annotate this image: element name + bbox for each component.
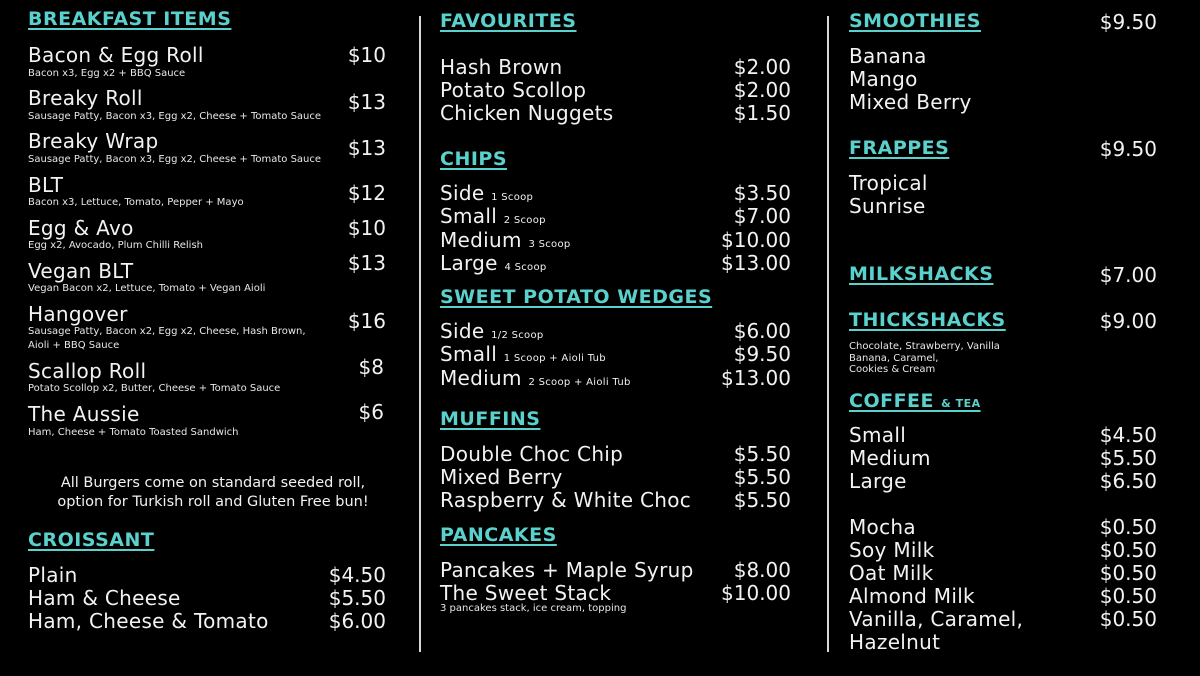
coffee-extra-name: Oat Milk (849, 561, 934, 585)
thickshacks-heading: THICKSHACKS (849, 309, 1006, 331)
smoothie-flavour: Mixed Berry (849, 90, 972, 114)
breakfast-item-name: Bacon & Egg Roll (28, 43, 204, 67)
coffee-extra-name: Mocha (849, 515, 916, 539)
chips-item (440, 228, 571, 252)
thickshacks-flavours: Banana, Caramel, (849, 353, 939, 364)
wedges-item-note: 2 Scoop + Aioli Tub (528, 377, 631, 388)
coffee-extra-price: $0.50 (1099, 561, 1157, 585)
breakfast-item-name: Vegan BLT (28, 259, 134, 283)
menu-column-1 (28, 0, 388, 676)
breakfast-item-desc: Ham, Cheese + Tomato Toasted Sandwich (28, 427, 239, 438)
breakfast-item-desc: Egg x2, Avocado, Plum Chilli Relish (28, 240, 204, 251)
chips-item (440, 204, 546, 228)
chips-item-name: Medium (440, 228, 522, 252)
breakfast-item-desc: Aioli + BBQ Sauce (28, 340, 120, 351)
coffee-size-name: Large (849, 469, 907, 493)
pancakes-item-desc: 3 pancakes stack, ice cream, topping (440, 603, 627, 614)
chips-item (440, 251, 547, 275)
coffee-extra-price: $0.50 (1099, 515, 1157, 539)
breakfast-heading: BREAKFAST ITEMS (28, 8, 232, 30)
coffee-heading-tea: & TEA (941, 397, 981, 410)
coffee-size-name: Small (849, 423, 907, 447)
chips-item-note: 4 Scoop (504, 262, 547, 273)
coffee-extra-name: Hazelnut (849, 630, 941, 654)
wedges-item-note: 1/2 Scoop (491, 330, 544, 341)
burger-notice-line-1: All Burgers come on standard seeded roll, (60, 475, 366, 491)
breakfast-item-name: The Aussie (28, 402, 140, 426)
smoothies-heading: SMOOTHIES (849, 10, 981, 32)
breakfast-item-price: $16 (347, 309, 386, 333)
coffee-extra-price: $0.50 (1099, 584, 1157, 608)
column-divider-left (419, 16, 421, 652)
chips-item-name: Small (440, 204, 498, 228)
chips-item-name: Side (440, 181, 485, 205)
favourites-item-price: $1.50 (733, 101, 791, 125)
menu-column-2 (440, 0, 795, 676)
wedges-item-price: $6.00 (733, 319, 791, 343)
coffee-extra-price: $0.50 (1099, 607, 1157, 631)
column-divider-right (827, 16, 829, 652)
croissant-item-name: Ham, Cheese & Tomato (28, 609, 269, 633)
pancakes-item-price: $10.00 (721, 581, 791, 605)
coffee-size-price: $6.50 (1099, 469, 1157, 493)
wedges-item (440, 342, 606, 366)
breakfast-item-price: $13 (347, 136, 386, 160)
pancakes-item-name: The Sweet Stack (440, 581, 612, 605)
coffee-size-price: $4.50 (1099, 423, 1157, 447)
croissant-item-price: $4.50 (328, 563, 386, 587)
breakfast-item-name: Breaky Wrap (28, 129, 159, 153)
breakfast-item-price: $13 (347, 251, 386, 275)
chips-item-price: $10.00 (721, 228, 791, 252)
pancakes-item-name: Pancakes + Maple Syrup (440, 558, 694, 582)
chips-item-note: 2 Scoop (503, 215, 546, 226)
wedges-item (440, 319, 544, 343)
wedges-heading: SWEET POTATO WEDGES (440, 286, 713, 308)
coffee-size-price: $5.50 (1099, 446, 1157, 470)
chips-item-note: 1 Scoop (491, 192, 534, 203)
breakfast-item-name: BLT (28, 173, 64, 197)
favourites-item-name: Potato Scollop (440, 78, 587, 102)
burger-notice-line-2: option for Turkish roll and Gluten Free bun! (57, 494, 369, 510)
pancakes-item-price: $8.00 (733, 558, 791, 582)
wedges-item-name: Side (440, 319, 485, 343)
breakfast-item-desc: Sausage Patty, Bacon x2, Egg x2, Cheese, Hash Brown, (28, 326, 306, 337)
burger-notice (28, 474, 398, 512)
chips-item-name: Large (440, 251, 498, 275)
breakfast-item-desc: Vegan Bacon x2, Lettuce, Tomato + Vegan Aioli (28, 283, 266, 294)
croissant-item-name: Plain (28, 563, 78, 587)
wedges-item-note: 1 Scoop + Aioli Tub (503, 353, 606, 364)
menu-column-3 (849, 0, 1161, 676)
muffins-item-name: Mixed Berry (440, 465, 563, 489)
favourites-item-price: $2.00 (733, 55, 791, 79)
coffee-heading-main: COFFEE (849, 390, 935, 412)
chips-heading: CHIPS (440, 148, 508, 170)
breakfast-item-price: $8 (358, 355, 384, 379)
breakfast-item-name: Hangover (28, 302, 128, 326)
breakfast-item-price: $6 (358, 400, 384, 424)
frappes-price: $9.50 (1099, 137, 1157, 161)
breakfast-item-name: Scallop Roll (28, 359, 147, 383)
wedges-item (440, 366, 631, 390)
favourites-heading: FAVOURITES (440, 10, 577, 32)
smoothie-flavour: Mango (849, 67, 918, 91)
wedges-item-name: Medium (440, 366, 522, 390)
breakfast-item-price: $12 (347, 181, 386, 205)
frappe-flavour: Tropical (849, 171, 928, 195)
muffins-item-price: $5.50 (733, 488, 791, 512)
coffee-size-name: Medium (849, 446, 931, 470)
frappe-flavour: Sunrise (849, 194, 926, 218)
wedges-item-name: Small (440, 342, 498, 366)
thickshacks-flavours: Cookies & Cream (849, 364, 936, 375)
frappes-heading: FRAPPES (849, 137, 950, 159)
chips-item (440, 181, 533, 205)
muffins-item-price: $5.50 (733, 442, 791, 466)
smoothies-price: $9.50 (1099, 10, 1157, 34)
breakfast-item-price: $13 (347, 90, 386, 114)
croissant-heading: CROISSANT (28, 529, 155, 551)
breakfast-item-price: $10 (347, 216, 386, 240)
thickshacks-price: $9.00 (1099, 309, 1157, 333)
favourites-item-name: Hash Brown (440, 55, 563, 79)
milkshacks-heading: MILKSHACKS (849, 263, 994, 285)
breakfast-item-desc: Bacon x3, Lettuce, Tomato, Pepper + Mayo (28, 197, 244, 208)
favourites-item-price: $2.00 (733, 78, 791, 102)
breakfast-item-desc: Bacon x3, Egg x2 + BBQ Sauce (28, 68, 186, 79)
breakfast-item-desc: Sausage Patty, Bacon x3, Egg x2, Cheese + Tomato Sauce (28, 111, 322, 122)
wedges-item-price: $9.50 (733, 342, 791, 366)
chips-item-note: 3 Scoop (528, 239, 571, 250)
breakfast-item-desc: Potato Scollop x2, Butter, Cheese + Tomato Sauce (28, 383, 281, 394)
chips-item-price: $3.50 (733, 181, 791, 205)
coffee-extra-name: Vanilla, Caramel, (849, 607, 1024, 631)
milkshacks-price: $7.00 (1099, 263, 1157, 287)
chips-item-price: $7.00 (733, 204, 791, 228)
breakfast-item-name: Egg & Avo (28, 216, 134, 240)
croissant-item-name: Ham & Cheese (28, 586, 181, 610)
muffins-item-name: Raspberry & White Choc (440, 488, 692, 512)
pancakes-heading: PANCAKES (440, 524, 557, 546)
breakfast-item-desc: Sausage Patty, Bacon x3, Egg x2, Cheese + Tomato Sauce (28, 154, 322, 165)
smoothie-flavour: Banana (849, 44, 927, 68)
muffins-item-price: $5.50 (733, 465, 791, 489)
favourites-item-name: Chicken Nuggets (440, 101, 614, 125)
croissant-item-price: $5.50 (328, 586, 386, 610)
coffee-heading (849, 390, 981, 412)
thickshacks-flavours: Chocolate, Strawberry, Vanilla (849, 341, 1000, 352)
breakfast-item-price: $10 (347, 43, 386, 67)
muffins-heading: MUFFINS (440, 408, 541, 430)
breakfast-item-name: Breaky Roll (28, 86, 143, 110)
coffee-extra-name: Almond Milk (849, 584, 975, 608)
coffee-extra-name: Soy Milk (849, 538, 935, 562)
croissant-item-price: $6.00 (328, 609, 386, 633)
coffee-extra-price: $0.50 (1099, 538, 1157, 562)
chips-item-price: $13.00 (721, 251, 791, 275)
wedges-item-price: $13.00 (721, 366, 791, 390)
muffins-item-name: Double Choc Chip (440, 442, 624, 466)
